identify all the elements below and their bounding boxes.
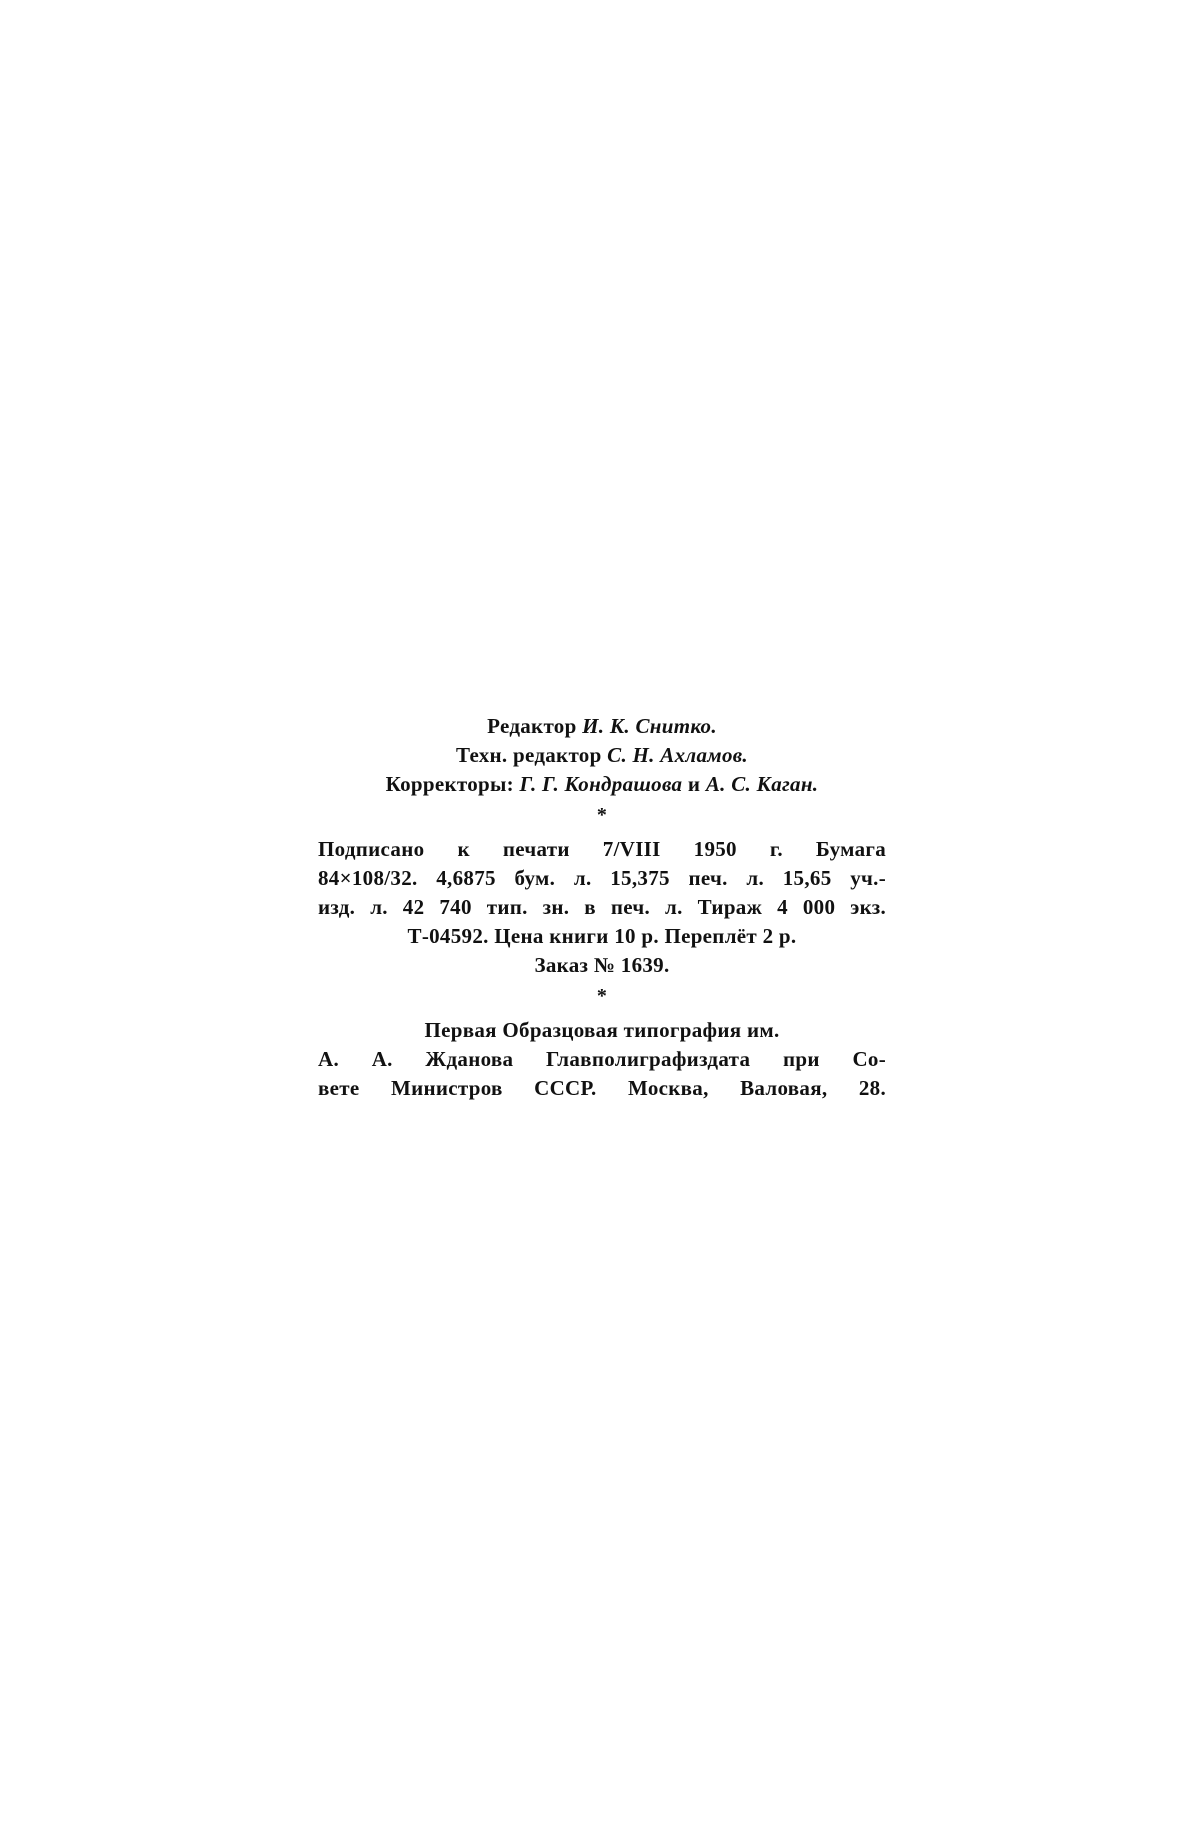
publication-line: 84×108/32. 4,6875 бум. л. 15,375 печ. л. 15,65 уч.- — [318, 866, 886, 890]
asterisk-separator: * — [596, 804, 608, 826]
tech-editor-line — [318, 741, 886, 770]
tech-editor-name: С. Н. Ахламов. — [607, 743, 748, 767]
printer-line: Первая Образцовая типография им. — [424, 1018, 780, 1042]
publication-line: Подписано к печати 7/VIII 1950 г. Бумага — [318, 837, 886, 861]
proofreaders-role: Корректоры: — [385, 772, 514, 796]
editor-role: Редактор — [487, 714, 577, 738]
publication-line: изд. л. 42 740 тип. зн. в печ. л. Тираж 4 000 экз. — [318, 895, 886, 919]
editor-line — [318, 712, 886, 741]
asterisk-separator: * — [596, 985, 608, 1007]
proofreaders-line — [318, 770, 886, 799]
publication-line: Т-04592. Цена книги 10 р. Переплёт 2 р. — [407, 924, 797, 948]
proofreader-2-name: А. С. Каган. — [705, 772, 819, 796]
proofreader-1-name: Г. Г. Кондрашова — [519, 772, 683, 796]
colophon — [318, 712, 886, 1103]
printer-line: А. А. Жданова Главполиграфиздата при Со- — [318, 1047, 886, 1071]
order-number: Заказ № 1639. — [534, 953, 670, 977]
publication-details — [318, 835, 886, 980]
proofreaders-conjunction: и — [687, 772, 701, 796]
credits-block — [318, 712, 886, 799]
printer-imprint — [318, 1016, 886, 1103]
printer-line: вете Министров СССР. Москва, Валовая, 28. — [318, 1076, 886, 1100]
tech-editor-role: Техн. редактор — [456, 743, 602, 767]
editor-name: И. К. Снитко. — [582, 714, 717, 738]
